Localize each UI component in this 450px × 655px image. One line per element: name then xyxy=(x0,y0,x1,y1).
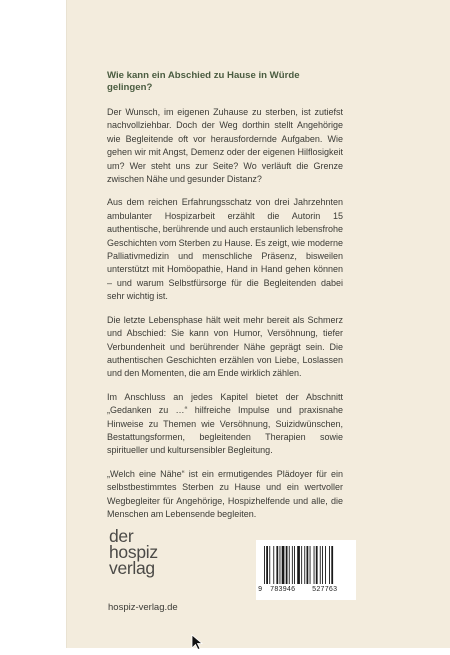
isbn-barcode xyxy=(256,540,356,600)
barcode-digit-group: 783946 xyxy=(270,586,296,594)
blurb-paragraph: Die letzte Lebensphase hält weit mehr bereit als Schmerz und Abschied: Sie kann von Humor, Versöhnung, tiefer Verbundenheit und berührender Nähe geprägt sein. Die authentischen Geschichten erzählen von Liebe, Loslassen und den Momenten, die am Ende wirklich zählen. xyxy=(107,314,343,379)
publisher-logo-line: verlag xyxy=(109,558,155,578)
blurb-paragraph: Aus dem reichen Erfahrungsschatz von drei Jahrzehnten ambulanter Hospizarbeit erzählt die Autorin 15 authentische, berührende und auch erstaunlich lebensfrohe Geschichten vom Sterben zu Hause. Es zeigt, wie moderne Palliativmedizin und menschliche Präsenz, bisweilen unterstützt mit Homöopathie, Hand in Hand gehen können – und warum Selbstfürsorge für die Begleitenden dabei sehr wichtig ist. xyxy=(107,197,343,302)
publisher-logo-line: hospiz xyxy=(109,542,158,562)
barcode-bars-icon xyxy=(262,546,350,586)
publisher-logo-line: der xyxy=(109,526,134,546)
cover-text xyxy=(107,70,343,531)
blurb-paragraph: Der Wunsch, im eigenen Zuhause zu sterben, ist zutiefst nachvollziehbar. Doch der Weg dorthin stellt Angehörige wie Begleitende oft vor herausfordernde Aufgaben. Wie gehen wir mit Angst, Demenz oder der eigenen Hilflosigkeit um? Wer steht uns zur Seite? Wo verläuft die Grenze zwischen Nähe und gesunder Distanz? xyxy=(107,107,343,185)
barcode-digit-prefix: 9 xyxy=(258,586,263,594)
mouse-cursor-icon xyxy=(191,634,203,655)
blurb-paragraph: Im Anschluss an jedes Kapitel bietet der Abschnitt „Gedanken zu …“ hilfreiche Impulse und praxisnahe Hinweise zu Themen wie Versöhnung, Suizidwünschen, Bestattungsformen, begleitenden Therapien sowie spiritueller und kultursensibler Begleitung. xyxy=(107,391,343,456)
barcode-digit-group: 527763 xyxy=(312,586,338,594)
publisher-website: hospiz-verlag.de xyxy=(108,602,178,613)
blurb-heading: Wie kann ein Abschied zu Hause in Würde gelingen? xyxy=(107,70,300,93)
blurb-paragraph: „Welch eine Nähe“ ist ein ermutigendes Plädoyer für ein selbstbestimmtes Sterben zu Hause und ein wertvoller Wegbegleiter für Angehörige, Hospizhelfende und alle, die Menschen am Lebensende begleiten. xyxy=(107,468,343,519)
publisher-logo xyxy=(109,528,158,576)
